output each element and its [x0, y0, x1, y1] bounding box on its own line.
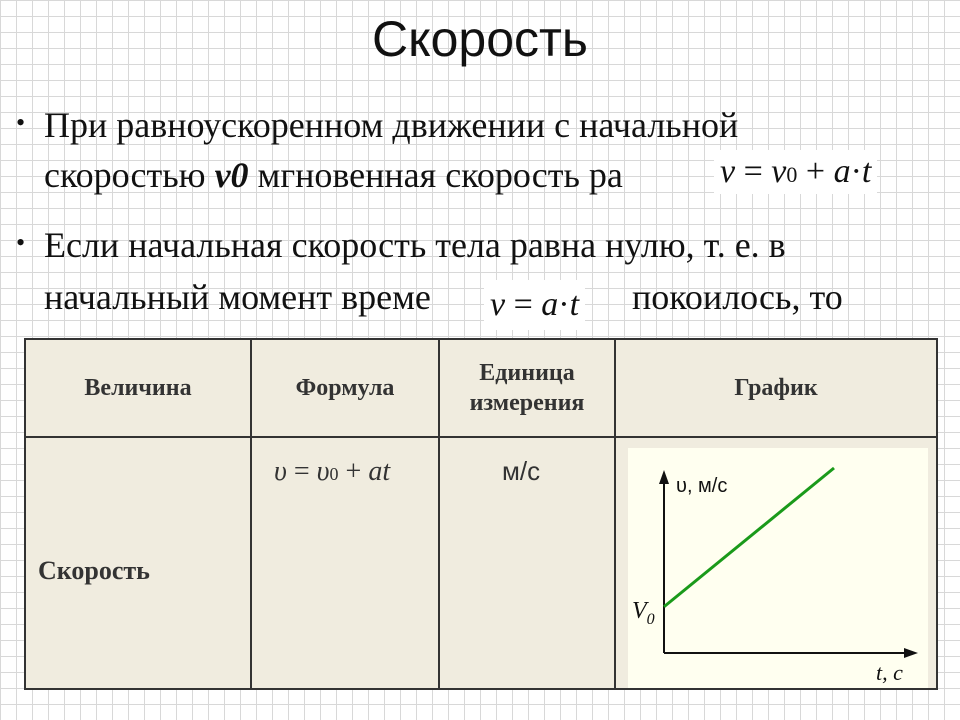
cell-unit: м/с: [502, 456, 541, 486]
header-unit: Единица измерения: [469, 360, 585, 416]
bullet-dot: •: [16, 228, 26, 257]
v0-label: $V_0$: [632, 598, 655, 628]
bullet-1-line-2-rest: мгновенная скорость ра: [248, 155, 623, 195]
bullet-2-line-2-start: начальный момент време: [44, 277, 431, 317]
velocity-graph-svg: [628, 448, 928, 688]
y-axis-arrow: [659, 470, 669, 484]
cell-quantity: Скорость: [38, 556, 150, 585]
table-divider: [26, 436, 936, 438]
bullet-dot: •: [16, 108, 26, 137]
velocity-graph: [628, 448, 928, 688]
header-formula: Формула: [295, 375, 395, 401]
v0-term: v0: [214, 155, 249, 195]
y-axis-label: υ, м/с: [676, 475, 728, 497]
velocity-table: [24, 338, 938, 690]
bullet-1-line-2-prefix: скоростью: [44, 155, 215, 195]
bullet-1-line-2: [44, 154, 623, 196]
header-graph: График: [734, 375, 818, 401]
formula-velocity-general: v = v0 + a·t: [714, 150, 877, 194]
cell-formula: υ = υ0 + at: [274, 456, 391, 487]
x-axis-arrow: [904, 648, 918, 658]
bullet-2-line-1: Если начальная скорость тела равна нулю, т. е. в: [44, 225, 786, 265]
bullet-1-line-1: При равноускоренном движении с начальной: [44, 105, 739, 145]
page-title: Скорость: [372, 11, 588, 67]
bullet-2-line-2-end: покоилось, то: [632, 277, 843, 317]
formula-velocity-from-rest: v = a·t: [484, 280, 585, 330]
header-quantity: Величина: [84, 375, 192, 401]
x-axis-label: t, c: [876, 660, 903, 685]
